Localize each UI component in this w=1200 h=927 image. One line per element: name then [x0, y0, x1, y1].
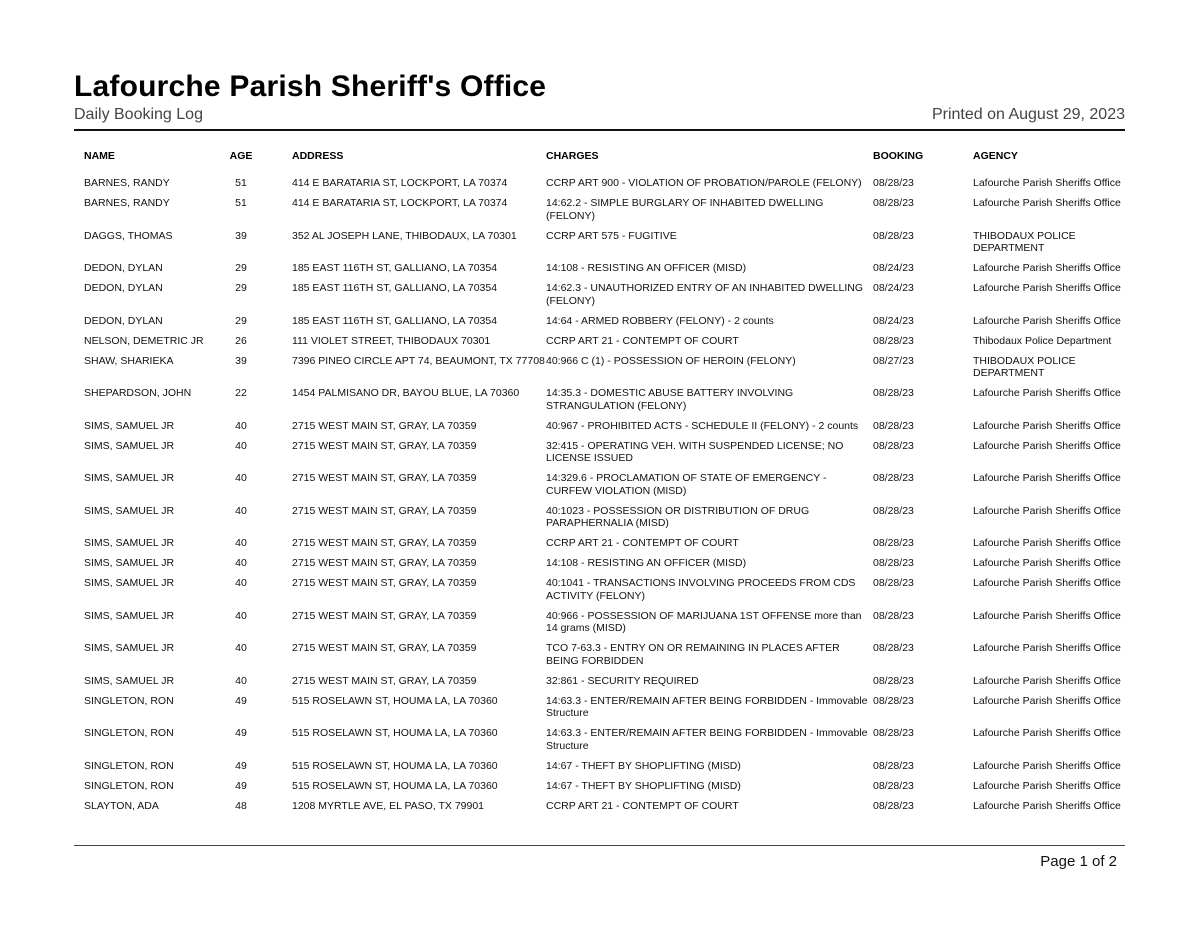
cell-address: 2715 WEST MAIN ST, GRAY, LA 70359 — [292, 577, 477, 589]
cell-charges: CCRP ART 575 - FUGITIVE — [546, 229, 677, 242]
cell-booking: 08/28/23 — [873, 779, 914, 792]
cell-age: 51 — [235, 197, 247, 209]
cell-age: 49 — [235, 727, 247, 739]
cell-address: 1454 PALMISANO DR, BAYOU BLUE, LA 70360 — [292, 387, 520, 399]
cell-charges: 14:67 - THEFT BY SHOPLIFTING (MISD) — [546, 759, 741, 772]
cell-agency: Lafourche Parish Sheriffs Office — [973, 282, 1121, 294]
table-row — [74, 314, 1145, 334]
cell-agency: Lafourche Parish Sheriffs Office — [973, 642, 1121, 654]
cell-charges: 14:108 - RESISTING AN OFFICER (MISD) — [546, 557, 747, 569]
table-row — [74, 439, 1145, 472]
cell-booking: 08/28/23 — [873, 609, 914, 622]
cell-agency: THIBODAUX POLICE DEPARTMENT — [973, 229, 1076, 254]
cell-age: 40 — [235, 577, 247, 589]
cell-address: 185 EAST 116TH ST, GALLIANO, LA 70354 — [292, 262, 498, 274]
cell-agency: Lafourche Parish Sheriffs Office — [973, 504, 1121, 517]
cell-age: 51 — [235, 177, 247, 189]
cell-name: SHEPARDSON, JOHN — [84, 387, 192, 399]
cell-agency: Lafourche Parish Sheriffs Office — [973, 694, 1121, 707]
cell-booking: 08/28/23 — [873, 387, 914, 399]
table-row — [74, 609, 1145, 642]
cell-charges: CCRP ART 21 - CONTEMPT OF COURT — [546, 799, 739, 812]
cell-name: SIMS, SAMUEL JR — [84, 557, 175, 569]
cell-address: 414 E BARATARIA ST, LOCKPORT, LA 70374 — [292, 197, 508, 209]
cell-age: 29 — [235, 314, 247, 327]
cell-agency: Lafourche Parish Sheriffs Office — [973, 537, 1121, 549]
cell-age: 22 — [235, 387, 247, 399]
cell-age: 29 — [235, 282, 247, 294]
cell-age: 39 — [235, 354, 247, 367]
table-row — [74, 694, 1145, 727]
cell-name: NELSON, DEMETRIC JR — [84, 334, 204, 347]
cell-age: 40 — [235, 504, 247, 517]
cell-agency: Lafourche Parish Sheriffs Office — [973, 609, 1121, 622]
cell-address: 2715 WEST MAIN ST, GRAY, LA 70359 — [292, 504, 477, 517]
cell-booking: 08/28/23 — [873, 229, 914, 242]
table-row — [74, 556, 1145, 576]
cell-name: DEDON, DYLAN — [84, 262, 163, 274]
cell-age: 26 — [235, 334, 247, 347]
cell-address: 7396 PINEO CIRCLE APT 74, BEAUMONT, TX 77708 — [292, 354, 545, 367]
subtitle-row — [74, 105, 1125, 125]
cell-address: 1208 MYRTLE AVE, EL PASO, TX 79901 — [292, 799, 485, 812]
table-row — [74, 536, 1145, 556]
cell-agency: Lafourche Parish Sheriffs Office — [973, 577, 1121, 589]
cell-address: 515 ROSELAWN ST, HOUMA LA, LA 70360 — [292, 694, 498, 707]
cell-agency: Lafourche Parish Sheriffs Office — [973, 779, 1121, 792]
cell-booking: 08/28/23 — [873, 557, 914, 569]
cell-booking: 08/28/23 — [873, 177, 914, 189]
cell-address: 185 EAST 116TH ST, GALLIANO, LA 70354 — [292, 282, 498, 294]
cell-address: 111 VIOLET STREET, THIBODAUX 70301 — [292, 334, 491, 347]
table-body — [74, 176, 1145, 819]
cell-address: 515 ROSELAWN ST, HOUMA LA, LA 70360 — [292, 759, 498, 772]
cell-booking: 08/28/23 — [873, 694, 914, 707]
cell-charges: 40:966 C (1) - POSSESSION OF HEROIN (FELONY) — [546, 354, 796, 367]
cell-agency: Lafourche Parish Sheriffs Office — [973, 472, 1121, 484]
cell-agency: Lafourche Parish Sheriffs Office — [973, 387, 1121, 399]
cell-name: BARNES, RANDY — [84, 177, 170, 189]
cell-name: DAGGS, THOMAS — [84, 229, 173, 242]
cell-name: SIMS, SAMUEL JR — [84, 439, 175, 452]
cell-age: 40 — [235, 472, 247, 484]
table-row — [74, 576, 1145, 609]
cell-name: SIMS, SAMUEL JR — [84, 472, 175, 484]
table-row — [74, 386, 1145, 419]
cell-charges: 14:35.3 - DOMESTIC ABUSE BATTERY INVOLVING STRANGULATION (FELONY) — [546, 387, 794, 412]
cell-agency: Lafourche Parish Sheriffs Office — [973, 177, 1121, 189]
column-header-booking: BOOKING — [873, 150, 924, 162]
cell-name: SIMS, SAMUEL JR — [84, 609, 175, 622]
column-header-charges: CHARGES — [546, 150, 599, 162]
cell-charges: 14:62.3 - UNAUTHORIZED ENTRY OF AN INHABITED DWELLING (FELONY) — [546, 282, 864, 307]
cell-name: DEDON, DYLAN — [84, 282, 163, 294]
cell-agency: Lafourche Parish Sheriffs Office — [973, 759, 1121, 772]
table-header-row — [74, 145, 1145, 176]
table-row — [74, 471, 1145, 504]
cell-address: 2715 WEST MAIN ST, GRAY, LA 70359 — [292, 537, 477, 549]
cell-booking: 08/28/23 — [873, 334, 914, 347]
cell-booking: 08/28/23 — [873, 504, 914, 517]
cell-address: 2715 WEST MAIN ST, GRAY, LA 70359 — [292, 439, 477, 452]
cell-agency: Lafourche Parish Sheriffs Office — [973, 262, 1121, 274]
cell-charges: 40:1041 - TRANSACTIONS INVOLVING PROCEEDS FROM CDS ACTIVITY (FELONY) — [546, 577, 856, 602]
cell-charges: 14:63.3 - ENTER/REMAIN AFTER BEING FORBIDDEN - Immovable Structure — [546, 727, 868, 752]
cell-charges: TCO 7-63.3 - ENTRY ON OR REMAINING IN PLACES AFTER BEING FORBIDDEN — [546, 642, 840, 667]
cell-agency: Lafourche Parish Sheriffs Office — [973, 419, 1121, 432]
cell-name: SIMS, SAMUEL JR — [84, 537, 175, 549]
cell-agency: Lafourche Parish Sheriffs Office — [973, 799, 1121, 812]
column-header-address: ADDRESS — [292, 150, 344, 162]
footer-divider — [74, 845, 1125, 846]
cell-agency: Lafourche Parish Sheriffs Office — [973, 197, 1121, 209]
cell-age: 40 — [235, 557, 247, 569]
cell-name: SIMS, SAMUEL JR — [84, 577, 175, 589]
cell-address: 515 ROSELAWN ST, HOUMA LA, LA 70360 — [292, 727, 498, 739]
table-row — [74, 261, 1145, 281]
cell-age: 40 — [235, 537, 247, 549]
cell-address: 2715 WEST MAIN ST, GRAY, LA 70359 — [292, 642, 477, 654]
cell-booking: 08/28/23 — [873, 537, 914, 549]
cell-agency: Lafourche Parish Sheriffs Office — [973, 557, 1121, 569]
cell-booking: 08/24/23 — [873, 314, 914, 327]
booking-table — [74, 145, 1145, 819]
cell-charges: 14:67 - THEFT BY SHOPLIFTING (MISD) — [546, 779, 741, 792]
cell-name: SIMS, SAMUEL JR — [84, 642, 175, 654]
cell-address: 352 AL JOSEPH LANE, THIBODAUX, LA 70301 — [292, 229, 517, 242]
cell-name: SINGLETON, RON — [84, 727, 174, 739]
cell-address: 2715 WEST MAIN ST, GRAY, LA 70359 — [292, 557, 477, 569]
cell-booking: 08/27/23 — [873, 354, 914, 367]
cell-age: 40 — [235, 642, 247, 654]
page-subtitle: Daily Booking Log — [74, 106, 203, 123]
cell-charges: 14:329.6 - PROCLAMATION OF STATE OF EMERGENCY - CURFEW VIOLATION (MISD) — [546, 472, 827, 497]
cell-age: 48 — [235, 799, 247, 812]
booking-log-page — [74, 70, 1125, 819]
cell-booking: 08/28/23 — [873, 674, 914, 687]
table-row — [74, 354, 1145, 387]
cell-age: 40 — [235, 439, 247, 452]
table-row — [74, 726, 1145, 759]
cell-booking: 08/28/23 — [873, 727, 914, 739]
cell-booking: 08/28/23 — [873, 419, 914, 432]
cell-name: SINGLETON, RON — [84, 779, 174, 792]
cell-booking: 08/24/23 — [873, 262, 914, 274]
page-title: Lafourche Parish Sheriff's Office — [74, 70, 547, 103]
table-row — [74, 176, 1145, 196]
cell-agency: Lafourche Parish Sheriffs Office — [973, 674, 1121, 687]
cell-name: SLAYTON, ADA — [84, 799, 159, 812]
cell-age: 49 — [235, 779, 247, 792]
column-header-age: AGE — [229, 150, 253, 162]
cell-address: 2715 WEST MAIN ST, GRAY, LA 70359 — [292, 472, 477, 484]
cell-charges: 32:861 - SECURITY REQUIRED — [546, 674, 699, 687]
cell-name: SIMS, SAMUEL JR — [84, 419, 175, 432]
table-row — [74, 641, 1145, 674]
cell-booking: 08/28/23 — [873, 197, 914, 209]
table-row — [74, 334, 1145, 354]
header-divider — [74, 129, 1125, 131]
cell-agency: Lafourche Parish Sheriffs Office — [973, 727, 1121, 739]
cell-address: 185 EAST 116TH ST, GALLIANO, LA 70354 — [292, 314, 498, 327]
cell-name: SIMS, SAMUEL JR — [84, 504, 175, 517]
page-number: Page 1 of 2 — [1040, 853, 1117, 870]
cell-age: 40 — [235, 609, 247, 622]
cell-booking: 08/28/23 — [873, 472, 914, 484]
table-row — [74, 419, 1145, 439]
table-row — [74, 229, 1145, 262]
cell-address: 515 ROSELAWN ST, HOUMA LA, LA 70360 — [292, 779, 498, 792]
cell-charges: 40:966 - POSSESSION OF MARIJUANA 1ST OFFENSE more than 14 grams (MISD) — [546, 609, 862, 634]
cell-address: 2715 WEST MAIN ST, GRAY, LA 70359 — [292, 419, 477, 432]
cell-address: 2715 WEST MAIN ST, GRAY, LA 70359 — [292, 674, 477, 687]
column-header-agency: AGENCY — [973, 150, 1018, 162]
cell-charges: CCRP ART 21 - CONTEMPT OF COURT — [546, 537, 739, 549]
cell-agency: THIBODAUX POLICE DEPARTMENT — [973, 354, 1076, 379]
cell-name: DEDON, DYLAN — [84, 314, 163, 327]
cell-booking: 08/24/23 — [873, 282, 914, 294]
cell-booking: 08/28/23 — [873, 799, 914, 812]
table-row — [74, 281, 1145, 314]
cell-charges: 32:415 - OPERATING VEH. WITH SUSPENDED LICENSE; NO LICENSE ISSUED — [546, 439, 844, 464]
cell-age: 40 — [235, 419, 247, 432]
cell-booking: 08/28/23 — [873, 577, 914, 589]
cell-charges: CCRP ART 21 - CONTEMPT OF COURT — [546, 334, 739, 347]
cell-agency: Lafourche Parish Sheriffs Office — [973, 314, 1121, 327]
cell-booking: 08/28/23 — [873, 439, 914, 452]
cell-age: 29 — [235, 262, 247, 274]
cell-age: 39 — [235, 229, 247, 242]
cell-name: SINGLETON, RON — [84, 694, 174, 707]
cell-charges: 40:1023 - POSSESSION OR DISTRIBUTION OF DRUG PARAPHERNALIA (MISD) — [546, 504, 810, 529]
cell-agency: Lafourche Parish Sheriffs Office — [973, 439, 1121, 452]
cell-charges: CCRP ART 900 - VIOLATION OF PROBATION/PAROLE (FELONY) — [546, 177, 862, 189]
cell-charges: 14:64 - ARMED ROBBERY (FELONY) - 2 counts — [546, 314, 774, 327]
printed-date: Printed on August 29, 2023 — [931, 106, 1125, 123]
table-row — [74, 779, 1145, 799]
cell-name: SHAW, SHARIEKA — [84, 354, 174, 367]
cell-address: 2715 WEST MAIN ST, GRAY, LA 70359 — [292, 609, 477, 622]
table-row — [74, 674, 1145, 694]
cell-age: 49 — [235, 694, 247, 707]
cell-name: SINGLETON, RON — [84, 759, 174, 772]
cell-charges: 40:967 - PROHIBITED ACTS - SCHEDULE II (FELONY) - 2 counts — [546, 419, 859, 432]
cell-age: 49 — [235, 759, 247, 772]
cell-name: BARNES, RANDY — [84, 197, 170, 209]
cell-name: SIMS, SAMUEL JR — [84, 674, 175, 687]
cell-charges: 14:63.3 - ENTER/REMAIN AFTER BEING FORBIDDEN - Immovable Structure — [546, 694, 868, 719]
cell-booking: 08/28/23 — [873, 759, 914, 772]
table-row — [74, 504, 1145, 537]
cell-address: 414 E BARATARIA ST, LOCKPORT, LA 70374 — [292, 177, 508, 189]
table-row — [74, 196, 1145, 229]
cell-agency: Thibodaux Police Department — [973, 334, 1112, 347]
cell-charges: 14:108 - RESISTING AN OFFICER (MISD) — [546, 262, 747, 274]
cell-age: 40 — [235, 674, 247, 687]
table-row — [74, 799, 1145, 819]
cell-charges: 14:62.2 - SIMPLE BURGLARY OF INHABITED DWELLING (FELONY) — [546, 197, 824, 222]
table-row — [74, 759, 1145, 779]
column-header-name: NAME — [84, 150, 115, 162]
cell-booking: 08/28/23 — [873, 642, 914, 654]
